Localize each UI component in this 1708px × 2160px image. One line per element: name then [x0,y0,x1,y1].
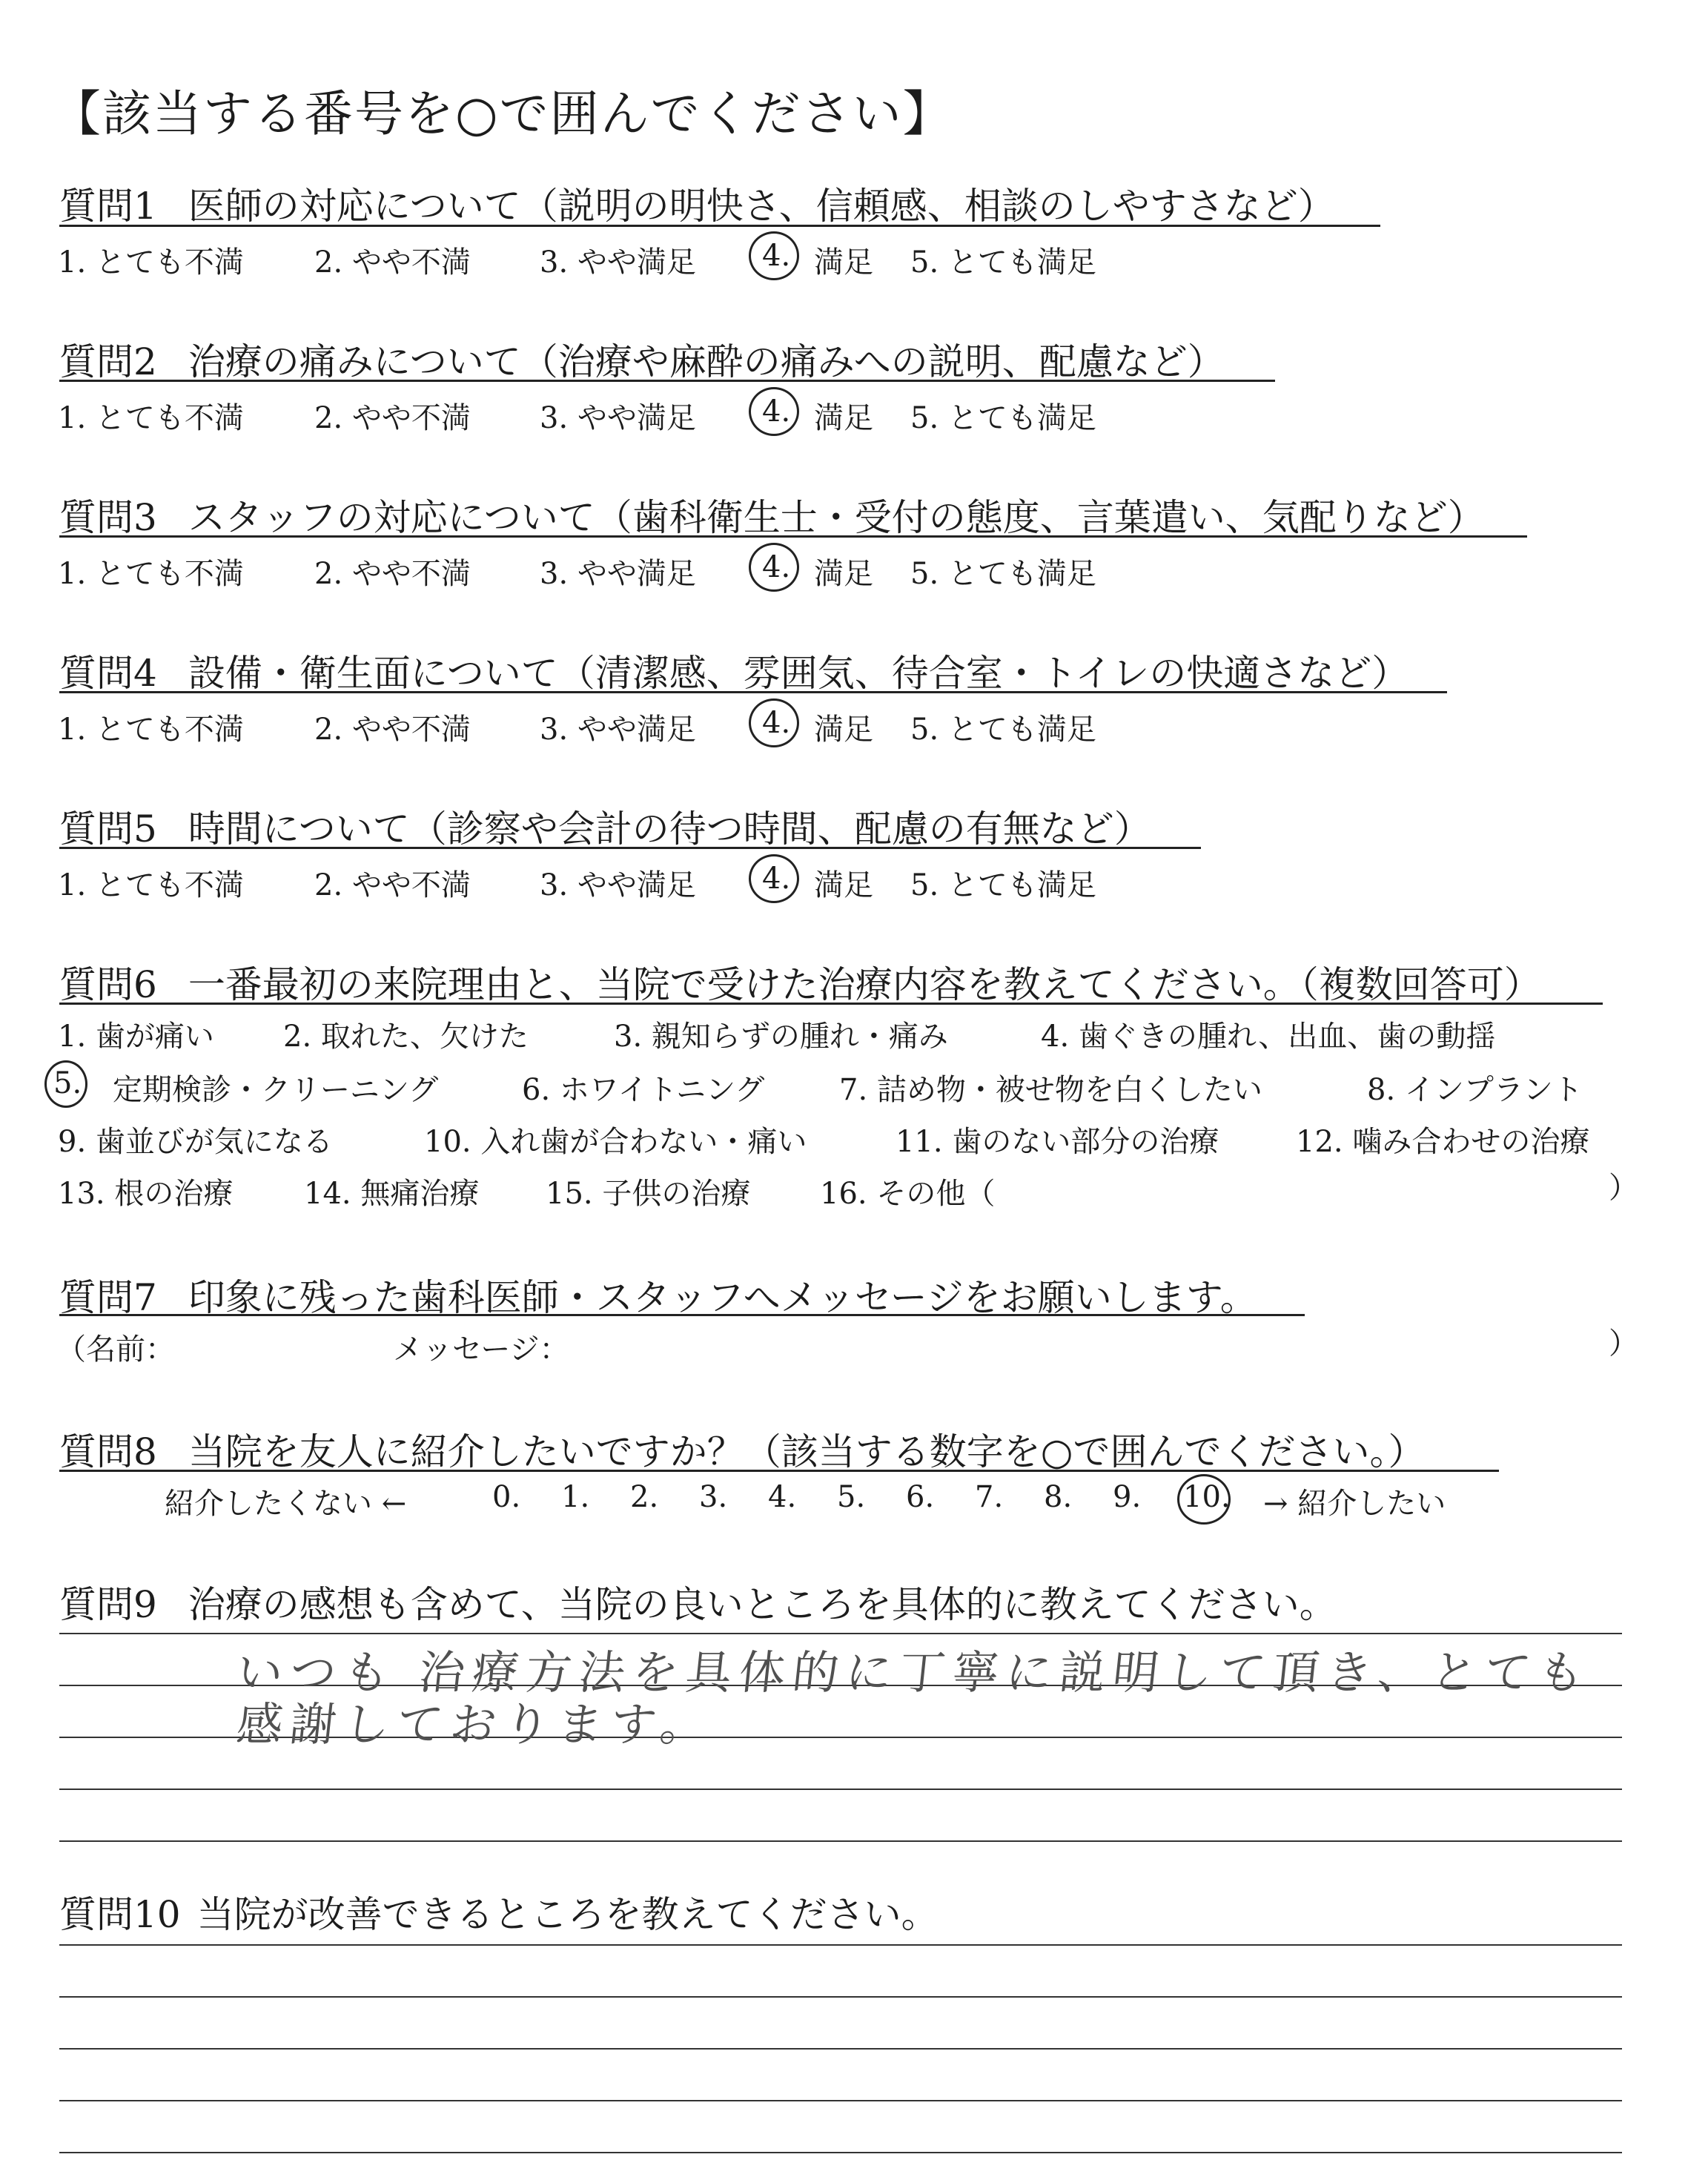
q5-option-2[interactable]: 2. やや不満 [314,868,471,902]
question-4-heading [59,644,1409,697]
q1-option-1[interactable]: 1. とても不満 [58,245,244,280]
q6-option-6[interactable]: 6. ホワイトニング [522,1073,765,1107]
question-8-underline [59,1470,1499,1472]
question-6-heading [59,955,1541,1008]
question-4-label: 質問4 [59,652,157,695]
q9-writing-line-4 [59,1789,1622,1790]
question-4-text: 設備・衛生面について（清潔感、雰囲気、待合室・トイレの快適さなど） [188,652,1409,695]
q8-scale-0[interactable]: 0. [492,1480,521,1514]
question-7-text: 印象に残った歯科医師・スタッフへメッセージをお願いします。 [188,1276,1257,1319]
q4-option-2[interactable]: 2. やや不満 [314,713,471,747]
question-3-label: 質問3 [59,496,157,539]
q8-scale-3[interactable]: 3. [699,1480,728,1514]
q2-option-5[interactable]: 5. とても満足 [910,401,1096,435]
q9-writing-line-5 [59,1840,1622,1842]
question-8-label: 質問8 [59,1430,157,1473]
question-2-heading [59,332,1225,386]
q4-option-5[interactable]: 5. とても満足 [910,713,1096,747]
q8-scale-6[interactable]: 6. [906,1480,935,1514]
q7-close-paren: ） [1609,1327,1638,1361]
question-9-heading [59,1575,1337,1628]
question-10-text: 当院が改善できるところを教えてください。 [196,1893,939,1936]
q6-option-7[interactable]: 7. 詰め物・被せ物を白くしたい [839,1073,1262,1107]
q6-option-3[interactable]: 3. 親知らずの腫れ・痛み [614,1020,948,1054]
q5-selection-circle [749,854,799,903]
question-3-text: スタッフの対応について（歯科衛生士・受付の態度、言葉遣い、気配りなど） [188,496,1485,539]
question-4-underline [59,691,1447,693]
q3-option-4-number[interactable]: 4. [762,550,791,584]
q4-selection-circle [749,698,799,747]
q8-left-label: 紹介したくない ← [165,1487,407,1521]
q2-option-1[interactable]: 1. とても不満 [58,401,244,435]
q8-scale-9[interactable]: 9. [1113,1480,1142,1514]
q3-option-1[interactable]: 1. とても不満 [58,557,244,591]
question-5-heading [59,799,1151,853]
q1-option-4-number[interactable]: 4. [762,239,791,273]
q4-option-4-label[interactable]: 満足 [814,713,873,747]
question-6-label: 質問6 [59,963,157,1006]
question-8-text: 当院を友人に紹介したいですか？（該当する数字を○で囲んでください。） [188,1430,1426,1473]
question-2-underline [59,380,1275,382]
q1-option-2[interactable]: 2. やや不満 [314,245,471,280]
q5-option-5[interactable]: 5. とても満足 [910,868,1096,902]
question-1-label: 質問1 [59,185,157,228]
q6-option-10[interactable]: 10. 入れ歯が合わない・痛い [424,1125,807,1159]
q8-scale-5[interactable]: 5. [837,1480,866,1514]
q6-selection-circle [44,1060,87,1108]
q3-option-2[interactable]: 2. やや不満 [314,557,471,591]
q6-option-16[interactable]: 16. その他（ [820,1177,996,1211]
q3-option-4-label[interactable]: 満足 [814,557,873,591]
q7-name-label: （名前： [56,1332,175,1367]
question-10-label: 質問10 [59,1893,181,1936]
q8-right-label: → 紹介したい [1263,1487,1446,1521]
q6-option-11[interactable]: 11. 歯のない部分の治療 [896,1125,1219,1159]
q10-writing-line-1 [59,1944,1622,1946]
q2-option-4-label[interactable]: 満足 [814,401,873,435]
q3-selection-circle [749,543,799,592]
question-5-underline [59,847,1201,849]
q8-scale-2[interactable]: 2. [630,1480,659,1514]
q8-scale-4[interactable]: 4. [768,1480,797,1514]
q10-writing-line-4 [59,2100,1622,2101]
q1-option-5[interactable]: 5. とても満足 [910,245,1096,280]
q5-option-1[interactable]: 1. とても不満 [58,868,244,902]
q6-option-5-label[interactable]: 定期検診・クリーニング [113,1073,439,1107]
q3-option-3[interactable]: 3. やや満足 [540,557,696,591]
q6-option-4[interactable]: 4. 歯ぐきの腫れ、出血、歯の動揺 [1041,1020,1496,1054]
question-7-label: 質問7 [59,1276,157,1319]
q2-option-3[interactable]: 3. やや満足 [540,401,696,435]
q2-option-4-number[interactable]: 4. [762,394,791,429]
q6-option-2[interactable]: 2. 取れた、欠けた [283,1020,529,1054]
question-5-label: 質問5 [59,807,157,851]
question-2-label: 質問2 [59,340,157,383]
question-1-text: 医師の対応について（説明の明快さ、信頼感、相談のしやすさなど） [188,185,1335,228]
q4-option-4-number[interactable]: 4. [762,706,791,740]
q6-option-14[interactable]: 14. 無痛治療 [304,1177,480,1211]
q5-option-4-label[interactable]: 満足 [814,868,873,902]
q5-option-3[interactable]: 3. やや満足 [540,868,696,902]
q1-option-3[interactable]: 3. やや満足 [540,245,696,280]
question-2-text: 治療の痛みについて（治療や麻酔の痛みへの説明、配慮など） [188,340,1225,383]
q4-option-1[interactable]: 1. とても不満 [58,713,244,747]
q6-option-13[interactable]: 13. 根の治療 [58,1177,234,1211]
question-9-label: 質問9 [59,1583,157,1626]
q6-option-5-number[interactable]: 5. [53,1066,82,1100]
question-5-text: 時間について（診察や会計の待つ時間、配慮の有無など） [188,807,1151,851]
q6-option-9[interactable]: 9. 歯並びが気になる [58,1125,333,1159]
q4-option-3[interactable]: 3. やや満足 [540,713,696,747]
q2-option-2[interactable]: 2. やや不満 [314,401,471,435]
question-1-underline [59,225,1380,227]
question-3-underline [59,535,1527,538]
q8-scale-8[interactable]: 8. [1044,1480,1073,1514]
q8-selection-circle [1177,1474,1231,1525]
question-6-underline [59,1003,1603,1005]
q6-option-8[interactable]: 8. インプラント [1367,1073,1583,1107]
q9-handwritten-answer-line-2: 感謝しております。 [234,1697,717,1751]
q10-writing-line-3 [59,2048,1622,2050]
question-9-text: 治療の感想も含めて、当院の良いところを具体的に教えてください。 [188,1583,1337,1626]
q6-option-1[interactable]: 1. 歯が痛い [58,1020,214,1054]
question-8-heading [59,1422,1425,1476]
q6-other-close-paren: ） [1609,1171,1638,1205]
question-3-heading [59,488,1485,541]
q8-scale-10[interactable]: 10. [1183,1480,1231,1514]
page-title: 【該当する番号を○で囲んでください】 [52,85,953,142]
q8-scale-1[interactable]: 1. [561,1480,590,1514]
q9-writing-line-1 [59,1633,1622,1634]
q8-scale-7[interactable]: 7. [975,1480,1004,1514]
q3-option-5[interactable]: 5. とても満足 [910,557,1096,591]
question-7-underline [59,1314,1305,1316]
q9-handwritten-answer-line-1: いつも 治療方法を具体的に丁寧に説明して頂き、とても [234,1645,1595,1700]
q1-selection-circle [749,231,799,280]
q10-writing-line-5 [59,2152,1622,2153]
q6-option-15[interactable]: 15. 子供の治療 [546,1177,751,1211]
question-6-text: 一番最初の来院理由と、当院で受けた治療内容を教えてください。（複数回答可） [188,963,1541,1006]
q10-writing-line-2 [59,1996,1622,1998]
q6-option-12[interactable]: 12. 噛み合わせの治療 [1296,1125,1590,1159]
q1-option-4-label[interactable]: 満足 [814,245,873,280]
q5-option-4-number[interactable]: 4. [762,862,791,896]
question-10-heading [59,1885,939,1938]
q2-selection-circle [749,387,799,436]
question-1-heading [59,176,1335,230]
q7-message-label: メッセージ： [393,1332,569,1367]
